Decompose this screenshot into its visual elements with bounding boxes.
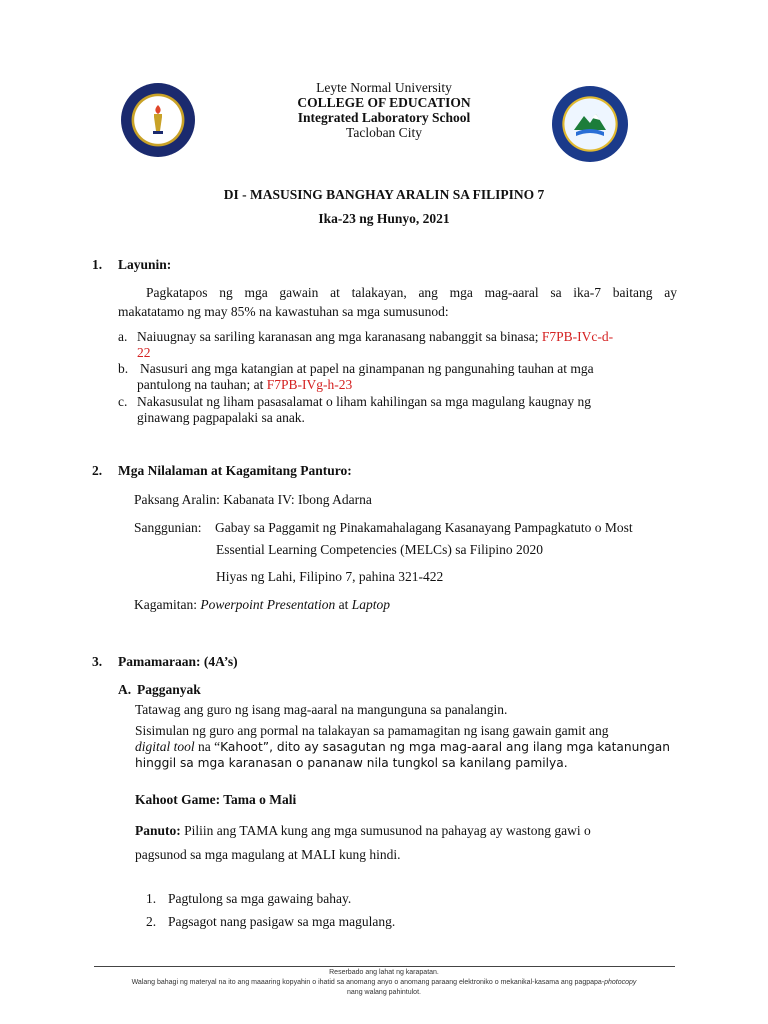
panuto-label: Panuto: xyxy=(135,823,181,838)
panuto-line2: pagsunod sa mga magulang at MALI kung hindi. xyxy=(135,847,401,862)
kagamitan-item-1: Powerpoint Presentation xyxy=(200,597,336,612)
objective-b-code: F7PB-IVg-h-23 xyxy=(266,377,353,392)
objectives-intro-line1: Pagkatapos ng mga gawain at talakayan, ang mga mag-aaral sa ika-7 baitang ay xyxy=(146,285,677,300)
objective-a-code-cont: 22 xyxy=(137,345,151,360)
list-item-number: 1. xyxy=(146,891,157,906)
footer-divider xyxy=(94,966,675,967)
game-title: Kahoot Game: Tama o Mali xyxy=(135,792,297,807)
subsection-a-letter: A. xyxy=(118,682,132,697)
objective-b-line2: pantulong na tauhan; at F7PB-IVg-h-23 xyxy=(137,377,353,392)
hiyas-reference: Hiyas ng Lahi, Filipino 7, pahina 321-422 xyxy=(216,569,444,584)
list-item: Pagtulong sa mga gawaing bahay. xyxy=(168,891,352,906)
section-3-number: 3. xyxy=(92,654,103,669)
pagganyak-p2-line3: hinggil sa mga karanasan o pananaw nila tungkol sa kanilang pamilya. xyxy=(135,756,568,770)
objective-a-code: F7PB-IVc-d- xyxy=(541,329,614,344)
document-date: Ika-23 ng Hunyo, 2021 xyxy=(318,211,450,226)
sanggunian-label: Sanggunian: xyxy=(134,520,202,535)
list-item: Pagsagot nang pasigaw sa mga magulang. xyxy=(168,914,396,929)
section-2-heading: Mga Nilalaman at Kagamitang Panturo: xyxy=(118,463,352,478)
college-name: COLLEGE OF EDUCATION xyxy=(297,95,471,110)
sanggunian-line1: Gabay sa Paggamit ng Pinakamahalagang Kasanayang Pampagkatuto o Most xyxy=(215,520,633,535)
pagganyak-p2-line1: Sisimulan ng guro ang pormal na talakayan sa pamamagitan ng isang gawain gamit ang xyxy=(135,723,609,738)
torch-icon xyxy=(148,103,168,135)
section-2-number: 2. xyxy=(92,463,103,478)
footer-line2: Walang bahagi ng materyal na ito ang maaaring kopyahin o ihatid sa anomang anyo o anomang paraang elektroniko o mekanikal-kasama ang pagpapa-photocopy xyxy=(131,979,637,986)
footer-line3: nang walang pahintulot. xyxy=(347,989,421,996)
panuto-line1: Panuto: Piliin ang TAMA kung ang mga sumusunod na pahayag ay wastong gawi o xyxy=(135,823,591,838)
objective-a-text: Naiuugnay sa sariling karanasan ang mga karanasang nabanggit sa binasa; F7PB-IVc-d- xyxy=(137,329,614,344)
sanggunian-line2: Essential Learning Competencies (MELCs) sa Filipino 2020 xyxy=(216,542,543,557)
mountain-book-icon xyxy=(572,108,608,138)
document-title: DI - MASUSING BANGHAY ARALIN SA FILIPINO 7 xyxy=(223,187,545,202)
objective-c-line2: ginawang pagpapalaki sa anak. xyxy=(137,410,305,425)
university-name: Leyte Normal University xyxy=(316,80,452,95)
footer-line1: Reserbado ang lahat ng karapatan. xyxy=(329,969,439,976)
paksang-aralin: Paksang Aralin: Kabanata IV: Ibong Adarna xyxy=(134,492,372,507)
kagamitan: Kagamitan: Powerpoint Presentation at Laptop xyxy=(134,597,390,612)
kagamitan-item-2: Laptop xyxy=(351,597,390,612)
digital-tool: digital tool xyxy=(135,739,195,754)
section-3-heading: Pamamaraan: (4A’s) xyxy=(118,654,238,669)
university-seal-icon xyxy=(121,83,195,157)
school-name: Integrated Laboratory School xyxy=(297,110,471,125)
city-name: Tacloban City xyxy=(346,125,422,140)
objective-c-line1: Nakasusulat ng liham pasasalamat o liham kahilingan sa mga magulang kaugnay ng xyxy=(137,394,592,409)
pagganyak-p1: Tatawag ang guro ng isang mag-aaral na mangunguna sa panalangin. xyxy=(135,702,508,717)
college-seal-icon xyxy=(552,86,628,162)
section-1-number: 1. xyxy=(92,257,103,272)
objective-a-letter: a. xyxy=(118,329,128,344)
objective-c-letter: c. xyxy=(118,394,128,409)
objectives-intro-line2: makatatamo ng may 85% na kawastuhan sa mga sumusunod: xyxy=(118,304,449,319)
objective-b-line1: Nasusuri ang mga katangian at papel na ginampanan ng pangunahing tauhan at mga xyxy=(140,361,594,376)
pagganyak-p2-line2: digital tool na “Kahoot”, dito ay sasagutan ng mga mag-aaral ang ilang mga katanungan xyxy=(135,739,671,754)
section-1-heading: Layunin: xyxy=(118,257,172,272)
objective-b-letter: b. xyxy=(118,361,129,376)
list-item-number: 2. xyxy=(146,914,157,929)
subsection-a-heading: Pagganyak xyxy=(137,682,201,697)
